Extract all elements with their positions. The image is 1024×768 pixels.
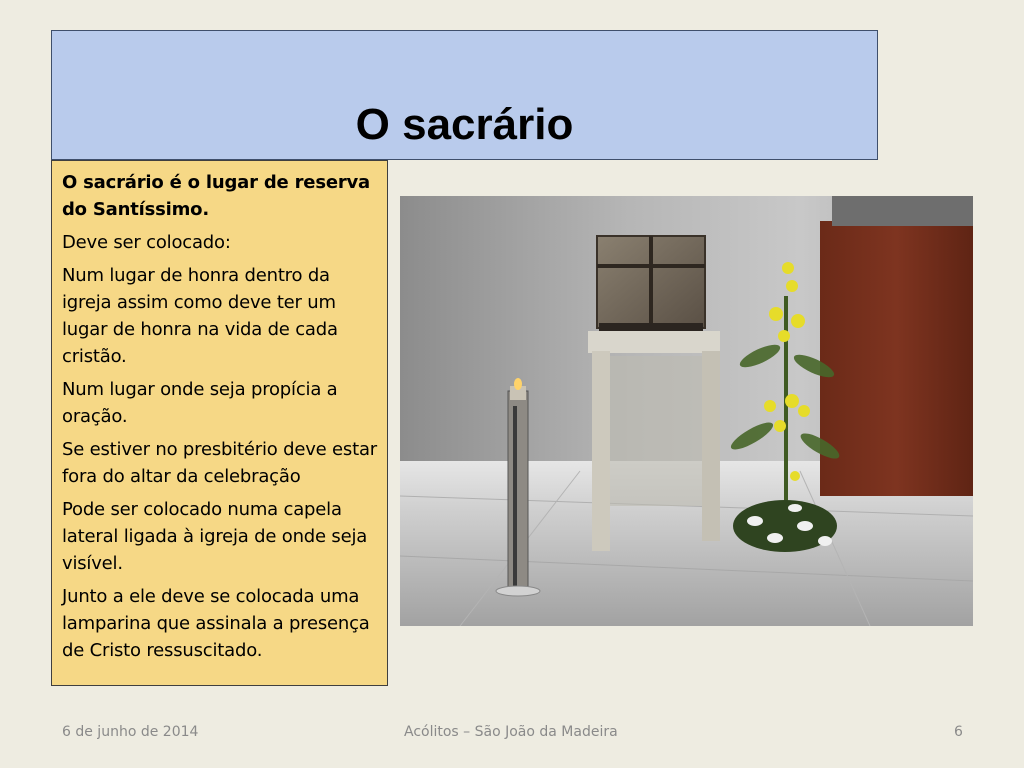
- paragraph-1: O sacrário é o lugar de reserva do Santíssimo.: [62, 172, 370, 220]
- tabernacle-photo: [400, 196, 973, 626]
- paragraph-3: Num lugar de honra dentro da igreja assim como deve ter um lugar de honra na vida de cada cristão.: [62, 265, 338, 367]
- paragraph-7: Junto a ele deve se colocada uma lamparina que assinala a presença de Cristo ressuscitado.: [62, 586, 370, 661]
- content-text-box: [51, 160, 388, 686]
- paragraph-2: Deve ser colocado:: [62, 232, 231, 253]
- tabernacle-illustration: [400, 196, 973, 626]
- footer-date: 6 de junho de 2014: [62, 724, 199, 740]
- page-number: 6: [954, 724, 963, 740]
- paragraph-6: Pode ser colocado numa capela lateral ligada à igreja de onde seja visível.: [62, 499, 368, 574]
- slide-title: O sacrário: [355, 99, 574, 149]
- footer-center-text: Acólitos – São João da Madeira: [404, 724, 618, 740]
- title-box: [51, 30, 878, 160]
- paragraph-5: Se estiver no presbitério deve estar fora do altar da celebração: [62, 439, 377, 487]
- paragraph-4: Num lugar onde seja propícia a oração.: [62, 379, 338, 427]
